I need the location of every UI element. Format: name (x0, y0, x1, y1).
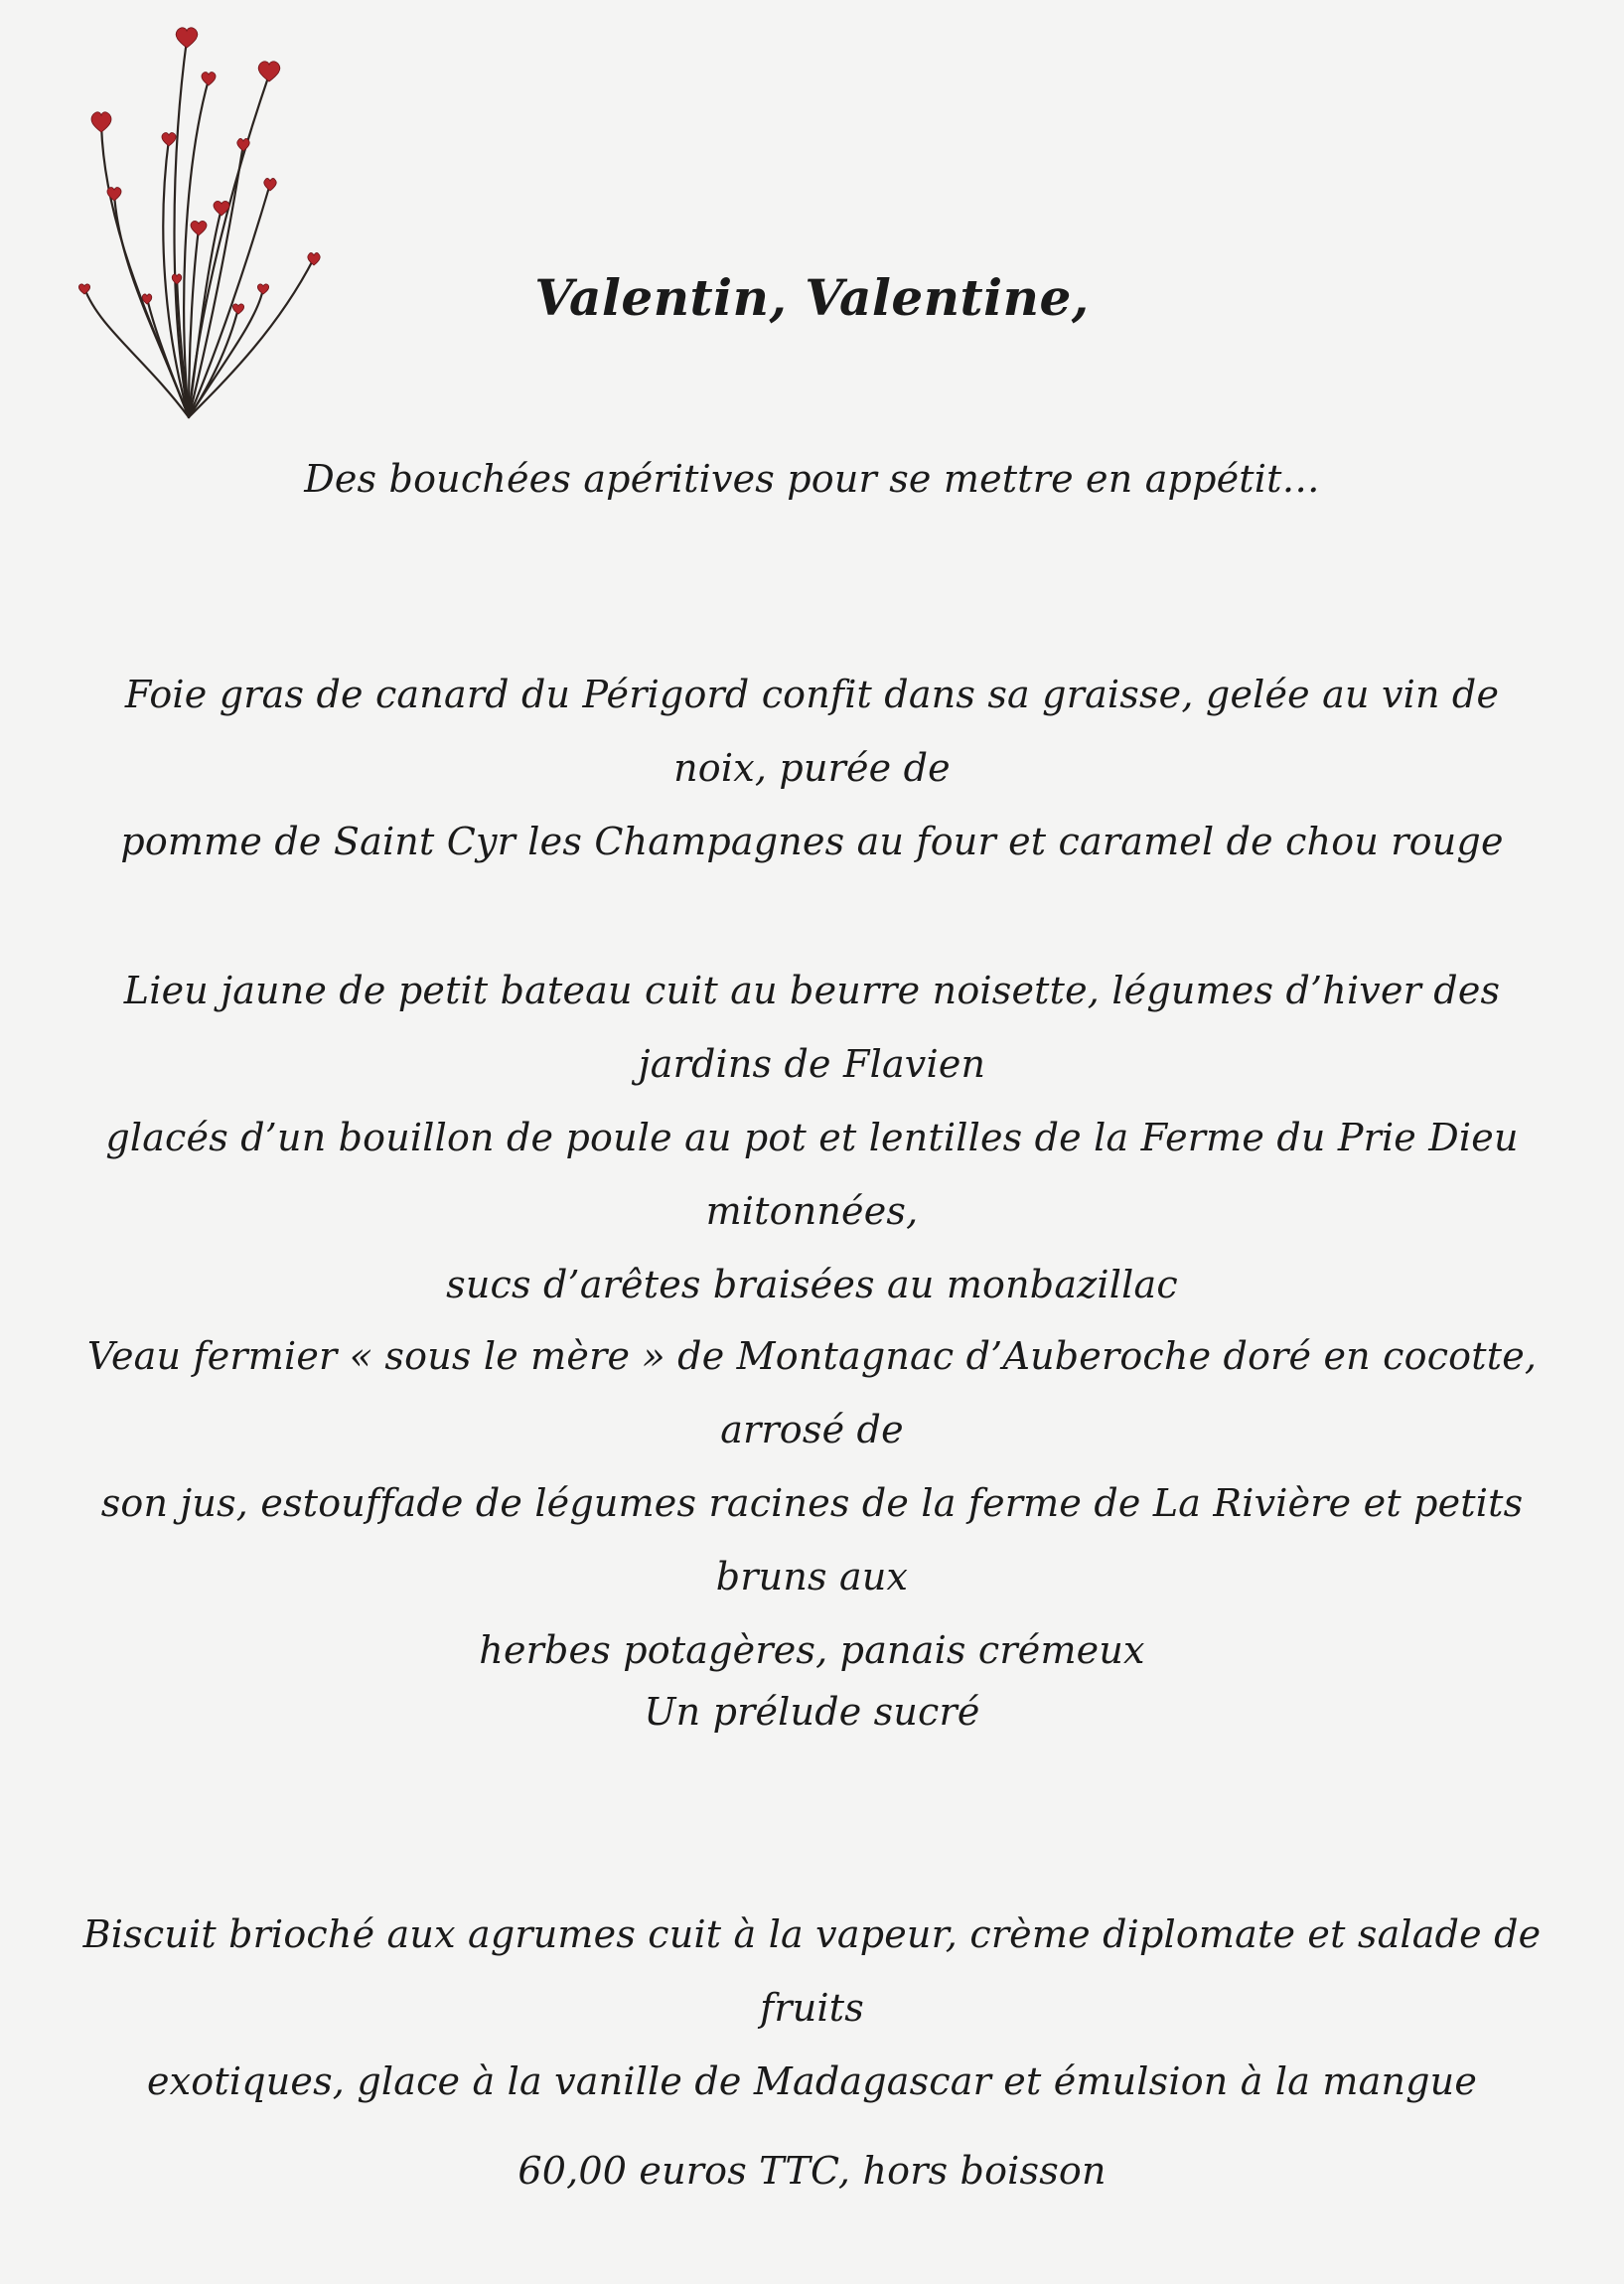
dish-line: glacés d’un bouillon de poule au pot et lentilles de la Ferme du Prie Dieu mitonnées, (105, 1116, 1519, 1233)
dish-lieu-jaune (79, 954, 1545, 1321)
dish-line: Biscuit brioché aux agrumes cuit à la vapeur, crème diplomate et salade de fruits (82, 1912, 1542, 2030)
price-line: 60,00 euros TTC, hors boisson (517, 2149, 1107, 2193)
dish-line: Lieu jaune de petit bateau cuit au beurre noisette, légumes d’hiver des jardins de Flavien (123, 969, 1501, 1086)
dish-line: Foie gras de canard du Périgord confit dans sa graisse, gelée au vin de noix, purée de (124, 673, 1500, 790)
menu-title: Valentin, Valentine, (534, 268, 1090, 327)
dish-line: herbes potagères, panais crémeux (479, 1628, 1145, 1672)
heart-flowers-icon (60, 10, 348, 427)
dish-line: sucs d’arêtes braisées au monbazillac (446, 1263, 1178, 1306)
dish-line: Veau fermier « sous le mère » de Montagnac d’Auberoche doré en cocotte, arrosé de (86, 1334, 1538, 1451)
dish-line: son jus, estouffade de légumes racines de la ferme de La Rivière et petits bruns aux (100, 1481, 1524, 1599)
dish-veau-fermier (79, 1319, 1545, 1687)
dish-dessert (79, 1898, 1545, 2118)
aperitif-line: Des bouchées apéritives pour se mettre en appétit… (304, 457, 1320, 501)
dish-line: exotiques, glace à la vanille de Madagascar et émulsion à la mangue (146, 2059, 1478, 2103)
dish-line: pomme de Saint Cyr les Champagnes au four et caramel de chou rouge (120, 820, 1504, 863)
dish-foie-gras (79, 658, 1545, 878)
prelude-line: Un prélude sucré (644, 1690, 980, 1734)
